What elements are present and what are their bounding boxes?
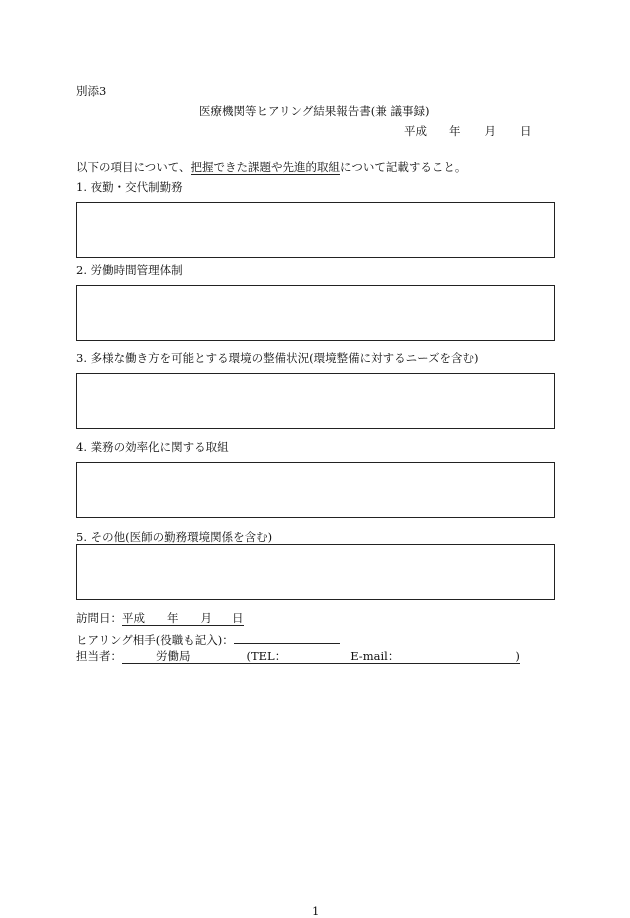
email-label: E-mail： [350, 649, 400, 663]
section-5-label: 5. その他(医師の勤務環境関係を含む) [76, 530, 273, 544]
intro-before: 以下の項目について、 [76, 160, 191, 174]
counterpart-label: ヒアリング相手(役職も記入)： [76, 633, 234, 647]
staff-field[interactable] [122, 649, 520, 664]
counterpart-row [76, 630, 340, 647]
counterpart-field[interactable] [234, 630, 340, 644]
section-1-label: 1. 夜勤・交代制勤務 [76, 180, 183, 194]
page-title: 医療機関等ヒアリング結果報告書(兼 議事録) [199, 104, 430, 118]
intro-after: について記載すること。 [340, 160, 467, 174]
visit-date-label: 訪問日： [76, 611, 122, 625]
staff-row [76, 649, 520, 664]
section-2-textbox[interactable] [76, 285, 555, 341]
intro-text [76, 160, 466, 175]
section-3-textbox[interactable] [76, 373, 555, 429]
report-date [404, 124, 532, 138]
visit-date-era: 平成 [122, 611, 145, 625]
visit-date-day-unit: 日 [232, 611, 244, 625]
staff-label: 担当者： [76, 649, 122, 663]
section-5-textbox[interactable] [76, 544, 555, 600]
section-1-textbox[interactable] [76, 202, 555, 258]
section-4-label: 4. 業務の効率化に関する取組 [76, 440, 229, 454]
visit-date-field[interactable] [122, 611, 244, 626]
section-2-label: 2. 労働時間管理体制 [76, 263, 183, 277]
date-era: 平成 [404, 124, 427, 138]
attachment-label: 別添3 [76, 84, 107, 98]
section-4-textbox[interactable] [76, 462, 555, 518]
visit-date-month-unit: 月 [200, 611, 212, 625]
section-3-label: 3. 多様な働き方を可能とする環境の整備状況(環境整備に対するニーズを含む) [76, 351, 479, 365]
page-number: 1 [312, 904, 320, 918]
tel-label: (TEL： [246, 649, 287, 663]
visit-date-year-unit: 年 [167, 611, 179, 625]
intro-underlined: 把握できた課題や先進的取組 [190, 160, 341, 174]
date-year-unit: 年 [449, 124, 461, 138]
visit-date-row [76, 611, 244, 626]
staff-office: 労働局 [156, 649, 191, 663]
date-day-unit: 日 [520, 124, 532, 138]
date-month-unit: 月 [484, 124, 496, 138]
close-paren: ) [515, 649, 520, 663]
